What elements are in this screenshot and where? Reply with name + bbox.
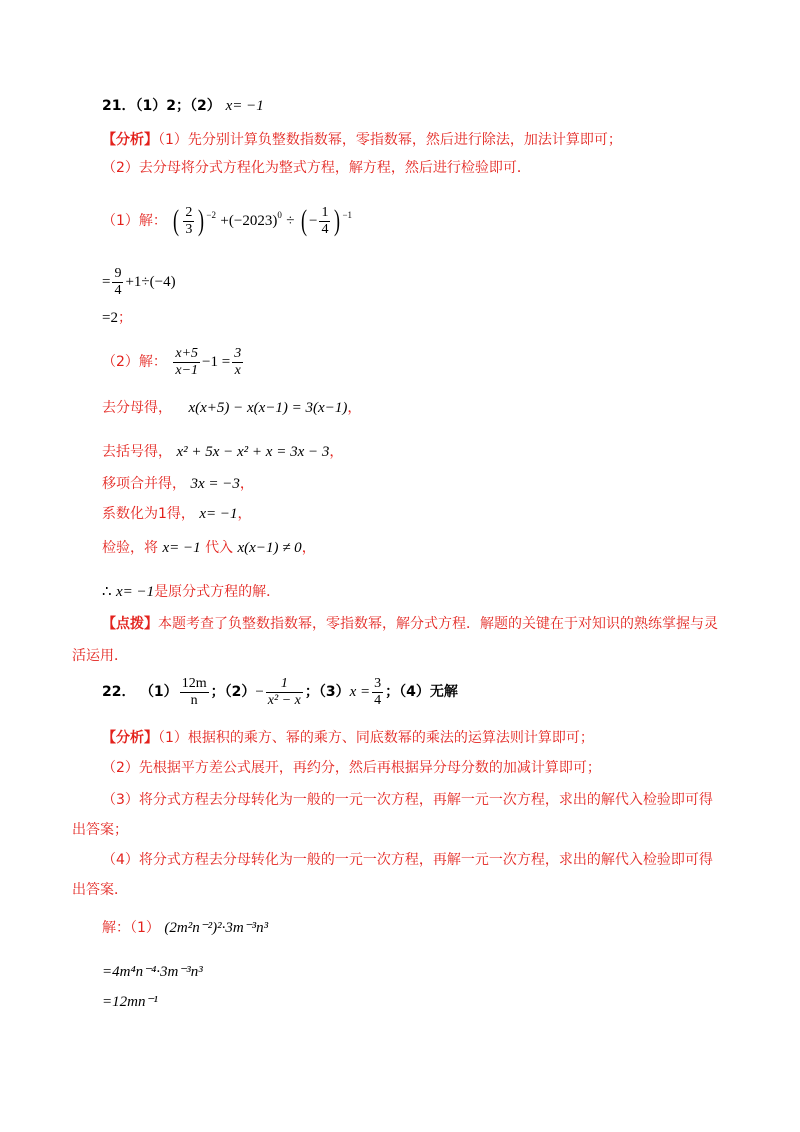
q22-analysis-2: （2）先根据平方差公式展开，再约分，然后再根据异分母分数的加减计算即可； xyxy=(102,760,601,776)
exponent: 0 xyxy=(277,210,282,220)
analysis-tag: 【分析】 xyxy=(102,132,158,148)
q21-step2: = $\frac{9}{4}$ +1÷(−4) xyxy=(102,265,176,298)
tip-tag: 【点拨】 xyxy=(102,616,158,632)
q21-step-denominator: 去分母得， x(x+5) − x(x−1) = 3(x−1)， xyxy=(102,400,362,416)
q21-step-coefficient: 系数化为1得， x= −1， xyxy=(102,506,252,522)
fraction-rhs: $\frac{3}{x}$ xyxy=(234,345,242,378)
q21-step-combine: 移项合并得， 3x = −3， xyxy=(102,476,254,492)
q21-sol2: （2）解： $\frac{x+5}{x-1}$ −1 = $\frac{3}{x}$ xyxy=(102,345,242,378)
exponent: −2 xyxy=(206,210,216,220)
q22-step3: =12mn⁻¹ xyxy=(102,994,158,1010)
q22-number: 22． xyxy=(102,684,136,700)
q21-analysis xyxy=(102,130,622,150)
answer-2-fraction: $\frac{1}{\text{x² − x}}$ xyxy=(267,675,301,708)
q21-step3: =2； xyxy=(102,310,132,326)
q22-step2: =4m⁴n⁻⁴·3m⁻³n³ xyxy=(102,964,203,980)
q21-step-parentheses: 去括号得， x² + 5x − x² + x = 3x − 3， xyxy=(102,444,344,460)
q21-tip-2: 活运用． xyxy=(72,648,128,664)
q21-answer-math: x= −1 xyxy=(225,98,264,114)
q21-answer-line xyxy=(102,96,264,116)
fraction-9-4: $\frac{9}{4}$ xyxy=(114,265,122,298)
q21-tip xyxy=(102,614,718,634)
q21-analysis-2: （2）去分母将分式方程化为整式方程，解方程，然后进行检验即可． xyxy=(102,160,531,176)
expr-mid: +(−2023) xyxy=(220,213,278,229)
div-sign: ÷ xyxy=(286,213,295,229)
sol2-label: （2）解： xyxy=(102,354,167,370)
q22-solution: 解：（1） (2m²n⁻²)²·3m⁻³n³ xyxy=(102,920,269,936)
q21-check: 检验，将 x= −1 代入 x(x−1) ≠ 0， xyxy=(102,540,316,556)
q22-analysis-4b: 出答案． xyxy=(72,882,128,898)
sol1-label: （1）解： xyxy=(102,213,167,229)
answer-3-fraction: $\frac{3}{4}$ xyxy=(374,675,382,708)
q21-answers: （1）2；（2） xyxy=(135,98,221,114)
q22-answer-line: 22． （1） $\frac{12m}{n}$ ；（2）− $\frac{1}{\text{x² − x}}$ ；（3）x = $\frac{3}{4}$ ；（4）无解 xyxy=(102,675,458,708)
analysis-text-1: （1）先分别计算负整数指数幂，零指数幂，然后进行除法，加法计算即可； xyxy=(158,132,622,148)
q22-analysis-3b: 出答案； xyxy=(72,822,128,838)
q21-therefore: ∴ x= −1是原分式方程的解． xyxy=(102,584,281,600)
q22-analysis: 【分析】（1）根据积的乘方、幂的乘方、同底数幂的乘法的运算法则计算即可； xyxy=(102,730,594,746)
q22-analysis-4: （4）将分式方程去分母转化为一般的一元一次方程，再解一元一次方程，求出的解代入检验即可得 xyxy=(102,852,713,868)
fraction-1-4: $\frac{1}{4}$ xyxy=(321,204,329,237)
q21-number: 21． xyxy=(102,98,136,114)
q21-sol1: （1）解： ( $\frac{2}{3}$ ) $^{-2} +(-2023)^0$ ÷ ( − $\frac{1}{4}$ ) $^{-1}$ xyxy=(102,204,353,237)
fraction-lhs: $\frac{x+5}{x-1}$ xyxy=(175,345,199,378)
q22-analysis-3: （3）将分式方程去分母转化为一般的一元一次方程，再解一元一次方程，求出的解代入检验即可得 xyxy=(102,792,713,808)
answer-1-fraction: $\frac{12m}{n}$ xyxy=(181,675,207,708)
tip-text-1: 本题考查了负整数指数幂，零指数幂，解分式方程．解题的关键在于对知识的熟练掌握与灵 xyxy=(158,616,718,632)
fraction-2-3: $\frac{2}{3}$ xyxy=(185,204,193,237)
exponent: −1 xyxy=(342,210,353,220)
